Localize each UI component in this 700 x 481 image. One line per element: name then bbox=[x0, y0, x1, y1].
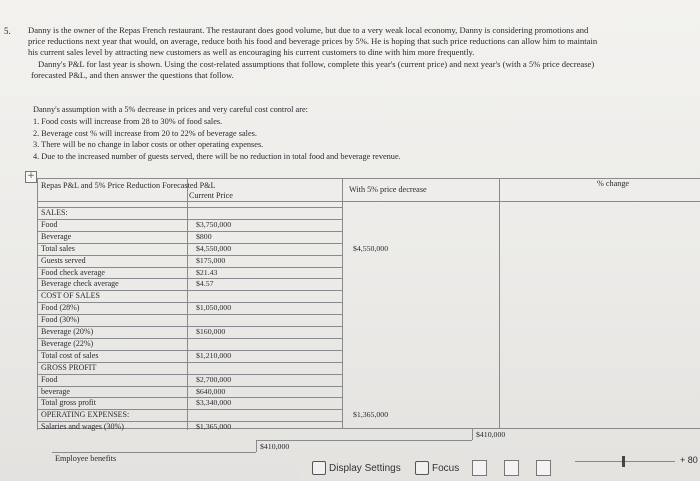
decrease-value[interactable]: $1,365,000 bbox=[353, 410, 389, 420]
employee-benefits-label: Employee benefits bbox=[55, 454, 117, 463]
row-label: OPERATING EXPENSES: bbox=[41, 410, 130, 420]
row-label: Food bbox=[41, 374, 58, 384]
current-price-value[interactable]: $4,550,000 bbox=[196, 243, 232, 253]
row-label: Total gross profit bbox=[41, 398, 96, 408]
intro-line-3: his current sales level by attracting new customers as well as encouraging his current customers to dine with him more frequently. bbox=[28, 47, 475, 57]
col-header-current: Current Price bbox=[189, 191, 233, 200]
pl-table bbox=[37, 178, 700, 438]
intro-line-2: price reductions next year that would, on average, reduce both his food and beverage prices by 5%. He is hoping that such price reductions can allow him to maintain bbox=[28, 36, 598, 46]
focus-icon bbox=[415, 461, 429, 475]
row-label: Beverage check average bbox=[41, 279, 119, 289]
row-label: Beverage (20%) bbox=[41, 327, 94, 336]
focus-button[interactable] bbox=[415, 461, 459, 475]
display-settings-icon bbox=[312, 461, 326, 475]
display-settings-label: Display Settings bbox=[329, 462, 401, 474]
row-label: GROSS PROFIT bbox=[41, 362, 97, 372]
row-label: Food (28%) bbox=[41, 303, 80, 313]
assumption-item: 2. Beverage cost % will increase from 20 to 22% of beverage sales. bbox=[33, 129, 257, 138]
intro-line-5: forecasted P&L, and then answer the questions that follow. bbox=[31, 70, 234, 80]
table-title: Repas P&L and 5% Price Reduction Forecasted P&L bbox=[41, 181, 216, 190]
zoom-level: + 80 bbox=[680, 455, 698, 465]
read-mode-icon[interactable] bbox=[472, 460, 487, 476]
row-label: Total sales bbox=[41, 243, 75, 253]
current-price-value[interactable]: $175,000 bbox=[196, 255, 226, 265]
current-price-value[interactable]: $3,750,000 bbox=[196, 219, 232, 229]
table-move-handle-icon[interactable]: + bbox=[25, 171, 37, 183]
row-label: Beverage (22%) bbox=[41, 338, 94, 348]
current-price-value[interactable]: $640,000 bbox=[196, 386, 226, 396]
zoom-slider-thumb[interactable] bbox=[622, 456, 625, 467]
row-label: Food check average bbox=[41, 267, 105, 277]
current-price-value[interactable]: $1,210,000 bbox=[196, 350, 232, 360]
employee-benefits-value: $410,000 bbox=[260, 442, 290, 451]
row-label: Guests served bbox=[41, 255, 86, 265]
web-layout-icon[interactable] bbox=[536, 460, 551, 476]
display-settings-button[interactable] bbox=[312, 461, 401, 475]
intro-line-4: Danny's P&L for last year is shown. Using the cost-related assumptions that follow, complete this year's (current price) and next year's (with a 5% price decrease) bbox=[38, 59, 595, 69]
current-price-value[interactable]: $1,050,000 bbox=[196, 303, 232, 313]
focus-label: Focus bbox=[432, 462, 460, 474]
assumption-item: 4. Due to the increased number of guests served, there will be no reduction in total food and beverage revenue. bbox=[33, 152, 401, 161]
decrease-value[interactable]: $4,550,000 bbox=[353, 243, 389, 253]
current-price-value[interactable]: $1,365,000 bbox=[196, 422, 232, 432]
current-price-value[interactable]: $3,340,000 bbox=[196, 398, 232, 408]
current-price-value[interactable]: $800 bbox=[196, 231, 212, 241]
row-label: SALES: bbox=[41, 208, 68, 217]
row-label: COST OF SALES bbox=[41, 291, 100, 301]
employee-benefits-value: $410,000 bbox=[476, 430, 506, 439]
assumption-item: 1. Food costs will increase from 28 to 30% of food sales. bbox=[33, 117, 223, 126]
question-number: 5. bbox=[4, 26, 11, 36]
current-price-value[interactable]: $160,000 bbox=[196, 327, 226, 336]
current-price-value[interactable]: $4.57 bbox=[196, 279, 214, 289]
current-price-value[interactable]: $2,700,000 bbox=[196, 374, 232, 384]
current-price-value[interactable]: $21.43 bbox=[196, 267, 218, 277]
assumption-item: 3. There will be no change in labor costs or other operating expenses. bbox=[33, 140, 264, 149]
col-header-change: % change bbox=[597, 179, 630, 188]
intro-line-1: Danny is the owner of the Repas French restaurant. The restaurant does good volume, but due to a very weak local economy, Danny is considering promotions and bbox=[28, 25, 589, 35]
row-label: beverage bbox=[41, 386, 70, 396]
col-header-decrease: With 5% price decrease bbox=[349, 185, 427, 194]
zoom-slider[interactable] bbox=[575, 461, 675, 462]
row-label: Food (30%) bbox=[41, 315, 80, 325]
row-label: Salaries and wages (30%) bbox=[41, 422, 124, 432]
print-layout-icon[interactable] bbox=[504, 460, 519, 476]
assumptions-heading: Danny's assumption with a 5% decrease in prices and very careful cost control are: bbox=[33, 105, 308, 114]
row-label: Food bbox=[41, 219, 58, 229]
row-label: Beverage bbox=[41, 231, 72, 241]
row-label: Total cost of sales bbox=[41, 350, 99, 360]
